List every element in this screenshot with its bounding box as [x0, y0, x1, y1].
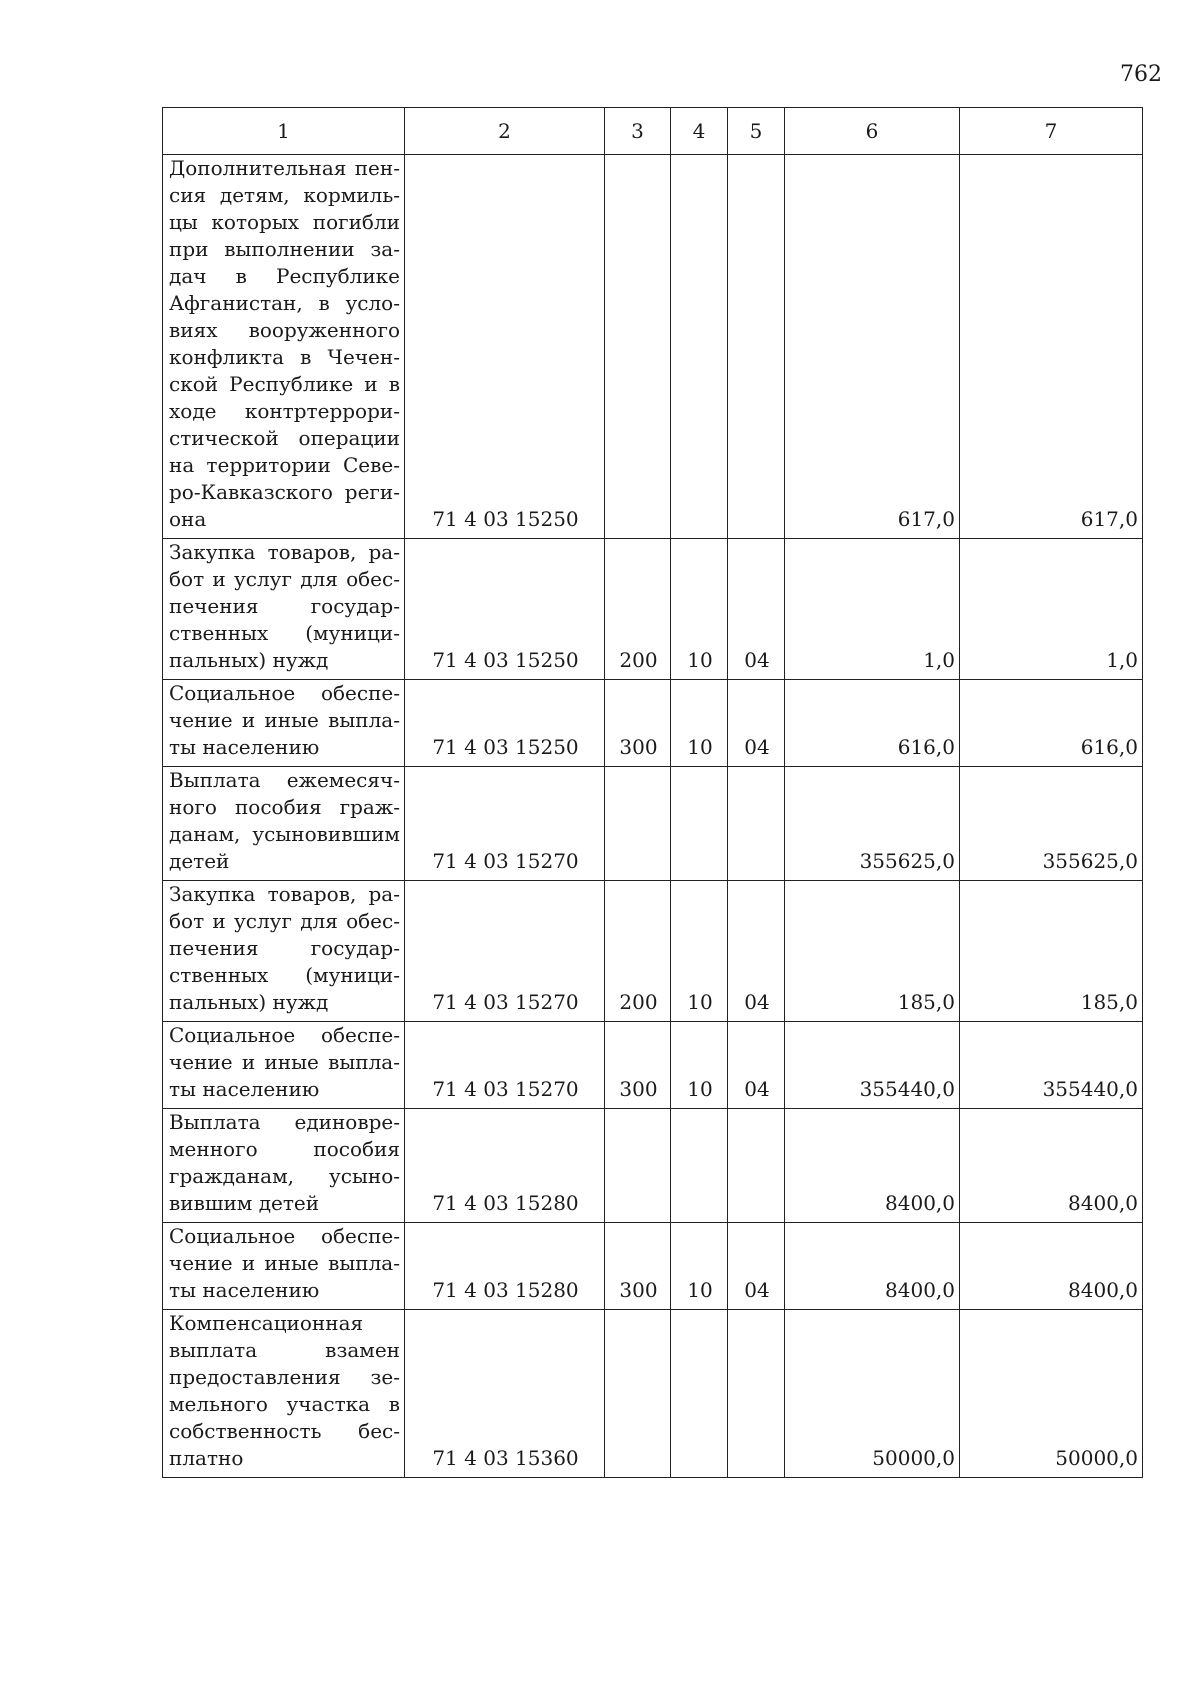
row-amount-6: 355440,0 [785, 1022, 960, 1109]
row-section [671, 767, 728, 881]
column-header-1: 1 [163, 108, 405, 155]
row-target-code: 71 4 03 15280 [405, 1223, 605, 1310]
table-row [163, 767, 1143, 881]
row-section: 10 [671, 881, 728, 1022]
row-expense-type [605, 155, 671, 539]
table-row [163, 1310, 1143, 1478]
row-expense-type: 200 [605, 539, 671, 680]
table-row [163, 680, 1143, 767]
row-target-code: 71 4 03 15270 [405, 767, 605, 881]
row-amount-6: 355625,0 [785, 767, 960, 881]
row-subsection [728, 155, 785, 539]
table-row [163, 881, 1143, 1022]
row-name: Выплата единовременного пособия гражданам, усыновившим детей [163, 1109, 405, 1223]
column-header-7: 7 [960, 108, 1143, 155]
row-name: Закупка товаров, работ и услуг для обеспечения государственных (муниципальных) нужд [163, 881, 405, 1022]
row-name: Социальное обеспечение и иные выплаты населению [163, 1022, 405, 1109]
row-name: Выплата ежемесячного пособия гражданам, усыновившим детей [163, 767, 405, 881]
row-amount-7: 50000,0 [960, 1310, 1143, 1478]
header-row [163, 108, 1143, 155]
row-target-code: 71 4 03 15250 [405, 539, 605, 680]
page-number: 762 [1120, 62, 1162, 87]
row-name: Социальное обеспечение и иные выплаты населению [163, 680, 405, 767]
row-amount-7: 8400,0 [960, 1109, 1143, 1223]
row-amount-6: 50000,0 [785, 1310, 960, 1478]
table-row [163, 1223, 1143, 1310]
row-name: Дополнительная пенсия детям, кормильцы которых погибли при выполнении задач в Республике Афганистан, в условиях вооруженного конфликта в Чеченской Республике и в ходе контртеррористической операции на территории Северо-Кавказского региона [163, 155, 405, 539]
row-amount-7: 617,0 [960, 155, 1143, 539]
row-amount-7: 8400,0 [960, 1223, 1143, 1310]
column-header-2: 2 [405, 108, 605, 155]
table-row [163, 155, 1143, 539]
row-subsection: 04 [728, 680, 785, 767]
row-expense-type [605, 1310, 671, 1478]
row-target-code: 71 4 03 15360 [405, 1310, 605, 1478]
row-expense-type: 300 [605, 680, 671, 767]
row-amount-6: 617,0 [785, 155, 960, 539]
row-amount-6: 185,0 [785, 881, 960, 1022]
row-section [671, 1109, 728, 1223]
row-expense-type [605, 767, 671, 881]
table-row [163, 1022, 1143, 1109]
row-amount-6: 616,0 [785, 680, 960, 767]
row-expense-type [605, 1109, 671, 1223]
row-section: 10 [671, 539, 728, 680]
row-amount-6: 8400,0 [785, 1109, 960, 1223]
row-amount-7: 185,0 [960, 881, 1143, 1022]
row-subsection [728, 1109, 785, 1223]
row-section: 10 [671, 1223, 728, 1310]
row-section [671, 1310, 728, 1478]
column-header-5: 5 [728, 108, 785, 155]
row-amount-7: 355440,0 [960, 1022, 1143, 1109]
row-target-code: 71 4 03 15280 [405, 1109, 605, 1223]
row-amount-7: 616,0 [960, 680, 1143, 767]
row-expense-type: 300 [605, 1022, 671, 1109]
table-row [163, 539, 1143, 680]
row-amount-7: 1,0 [960, 539, 1143, 680]
column-header-3: 3 [605, 108, 671, 155]
row-name: Компенсационная выплата взамен предоставления земельного участка в собственность бесплатно [163, 1310, 405, 1478]
row-target-code: 71 4 03 15270 [405, 881, 605, 1022]
row-name: Закупка товаров, работ и услуг для обеспечения государственных (муниципальных) нужд [163, 539, 405, 680]
row-subsection: 04 [728, 1223, 785, 1310]
row-amount-6: 1,0 [785, 539, 960, 680]
row-target-code: 71 4 03 15250 [405, 680, 605, 767]
row-subsection: 04 [728, 881, 785, 1022]
column-header-4: 4 [671, 108, 728, 155]
row-subsection: 04 [728, 1022, 785, 1109]
row-amount-7: 355625,0 [960, 767, 1143, 881]
row-target-code: 71 4 03 15250 [405, 155, 605, 539]
row-section: 10 [671, 680, 728, 767]
row-expense-type: 200 [605, 881, 671, 1022]
table-row [163, 1109, 1143, 1223]
row-expense-type: 300 [605, 1223, 671, 1310]
row-target-code: 71 4 03 15270 [405, 1022, 605, 1109]
budget-table [162, 107, 1143, 1478]
column-header-6: 6 [785, 108, 960, 155]
row-subsection [728, 767, 785, 881]
row-amount-6: 8400,0 [785, 1223, 960, 1310]
row-subsection [728, 1310, 785, 1478]
row-subsection: 04 [728, 539, 785, 680]
row-section [671, 155, 728, 539]
row-section: 10 [671, 1022, 728, 1109]
row-name: Социальное обеспечение и иные выплаты населению [163, 1223, 405, 1310]
